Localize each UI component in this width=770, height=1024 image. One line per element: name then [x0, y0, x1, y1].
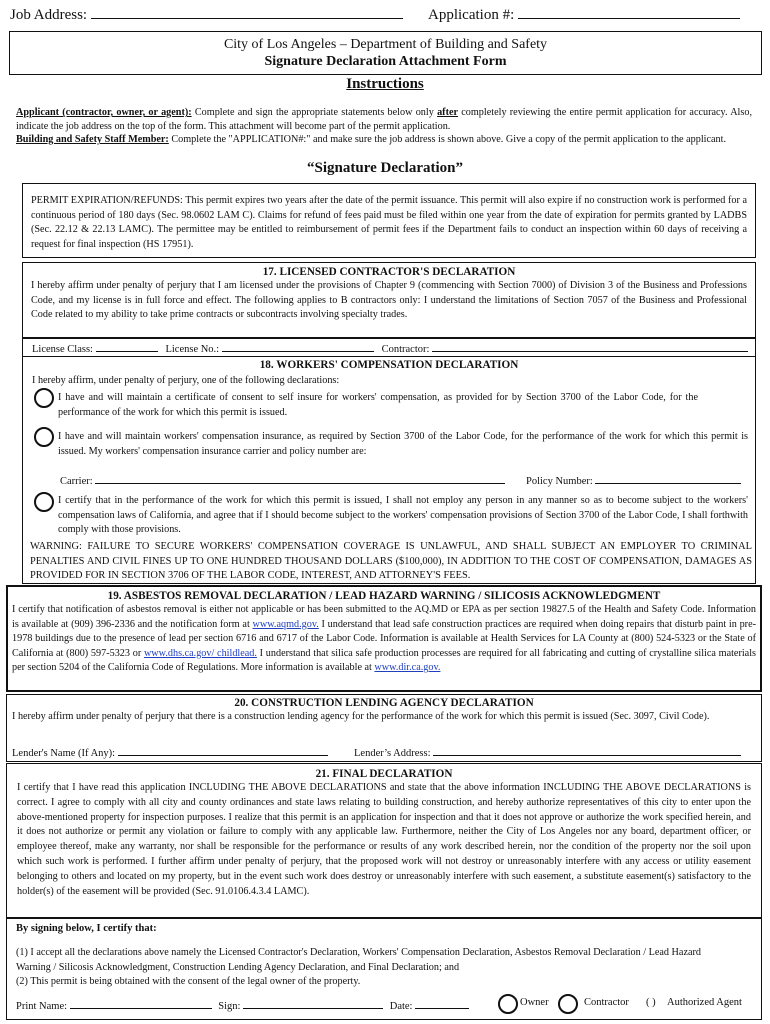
sign-label: Sign: — [218, 1001, 241, 1012]
lender-name-label: Lender's Name (If Any): — [12, 748, 116, 759]
signature-declaration-title: “Signature Declaration” — [307, 160, 463, 176]
date-label: Date: — [389, 1001, 413, 1012]
option-no-employees-text: I certify that in the performance of the work for which this permit is issued, I shall not employ any person in any manner so as to become subject to the workers' compensation laws of California, and agree that if I should become subject to the workers' compensation provisions of Section 3700 of the Labor Code, I shall forthwith comply with those provisions. — [58, 495, 748, 536]
applicant-label: Applicant (contractor, owner, or agent): — [16, 107, 192, 118]
option-insurance-radio[interactable] — [34, 427, 54, 447]
applicant-text-1: Complete and sign the appropriate statements below only — [191, 107, 438, 118]
lender-name-row — [12, 744, 328, 759]
section-18-title: 18. WORKERS' COMPENSATION DECLARATION — [259, 359, 519, 371]
option-no-employees-radio[interactable] — [34, 492, 54, 512]
staff-label: Building and Safety Staff Member: — [16, 134, 169, 145]
carrier-field[interactable] — [95, 472, 505, 484]
authorized-agent-label: Authorized Agent — [667, 997, 742, 1008]
policy-row — [526, 472, 741, 487]
staff-text: Complete the "APPLICATION#:" and make sure the job address is shown above. Give a copy of the permit application to the applicant. — [168, 134, 726, 145]
license-row — [32, 340, 748, 355]
section-17-text: I hereby affirm under penalty of perjury that I am licensed under the provisions of Chapter 9 (commencing with Section 7000) of Division 3 of the Business and Professions Code, and my license is in full force and effect. The following applies to B contractors only: I understand the limitations of Section 7057 of the Business and Professional Code related to my ability to take prime contracts or subcontracts involving specialty trades. — [31, 280, 747, 321]
job-address-row — [10, 4, 403, 24]
signing-title: By signing below, I certify that: — [16, 923, 157, 934]
section-19-box — [6, 585, 762, 692]
option-insurance-text: I have and will maintain workers' compensation insurance, as required by Section 3700 of the Labor Code, for the performance of the work for which this permit is issued. My workers' compensation insurance carrier and policy number are: — [58, 431, 748, 457]
lender-address-label: Lender’s Address: — [354, 748, 431, 759]
section-19-text-3: I understand that silica safe production processes are required for all fabricating and cutting of crystalline silica materials per section 5204 of the California Code of Regulations. More information is available at — [12, 647, 756, 674]
policy-field[interactable] — [595, 472, 741, 484]
lender-name-field[interactable] — [118, 744, 328, 756]
job-address-field[interactable] — [91, 4, 403, 19]
section-17-title: 17. LICENSED CONTRACTOR'S DECLARATION — [262, 266, 516, 278]
permit-expiration-text: PERMIT EXPIRATION/REFUNDS: This permit expires two years after the date of the permit issuance. This permit will also expire if no construction work is performed for a continuous period of 180 days (Sec. 98.0602 LAM C). Claims for refund of fees paid must be filed within one year from the date of expiration for permits granted by LADBS (Sec. 22.12 & 22.13 LAMC). The permittee may be entitled to reimbursement of permit fees if the Department fails to conduct an inspection within 60 days of receiving a request for final inspection (HS 17951). — [31, 195, 747, 250]
aqmd-link[interactable]: www.aqmd.gov. — [252, 618, 319, 630]
workers-comp-warning: WARNING: FAILURE TO SECURE WORKERS' COMPENSATION COVERAGE IS UNLAWFUL, AND SHALL SUBJECT AN EMPLOYER TO CRIMINAL PENALTIES AND CIVIL FINES UP TO ONE HUNDRED THOUSAND DOLLARS ($100,000), IN ADDITION TO THE COST OF COMPENSATION, DAMAGES AS PROVIDED FOR IN SECTION 3706 OF THE LABOR CODE, INTEREST, AND ATTORNEY'S FEES. — [30, 541, 752, 582]
owner-label: Owner — [520, 997, 549, 1008]
license-no-label: License No.: — [165, 344, 220, 355]
print-name-field[interactable] — [70, 997, 212, 1009]
section-21-text: I certify that I have read this application INCLUDING THE ABOVE DECLARATIONS and state that the above information INCLUDING THE ABOVE DECLARATIONS is correct. I agree to comply with all city and county ordinances and state laws relating to building construction, and hereby authorize representatives of this city to enter upon the above-mentioned property for inspection purposes. I realize that this permit is an application for inspection and that it does not approve or authorize the work specified herein, and it does not authorize or permit any violation or failure to comply with any applicable law. Furthermore, neither the City of Los Angeles nor any board, department officer, or employee thereof, make any warranty, nor shall be responsible for the performance or results of any work described herein, nor the condition of the property nor the soil upon which such work is performed. I further affirm under penalty of perjury, that the proposed work will not destroy or unreasonably interfere with any access or utility easement belonging to others and located on my property, but in the event such work does destroy or unreasonably interfere with such easement, a substitute easement(s) satisfactory to the holder(s) of the easement will be provided (Sec. 91.0106.4.3.4 LAMC). — [17, 782, 751, 897]
applicant-after: after — [437, 107, 459, 118]
policy-label: Policy Number: — [526, 476, 593, 487]
instructions-block — [16, 106, 752, 147]
application-number-field[interactable] — [518, 4, 740, 19]
section-20-title: 20. CONSTRUCTION LENDING AGENCY DECLARATION — [234, 697, 534, 709]
license-class-label: License Class: — [32, 344, 93, 355]
authorized-agent-checkbox[interactable]: ( ) — [646, 997, 656, 1008]
section-19-text-1: I certify that notification of asbestos removal is either not applicable or has been submitted to the AQ.MD or EPA as per section 19827.5 of the Health and Safety Code. Information is available at (909) 396-2336 and the notification form at — [12, 604, 756, 630]
date-field[interactable] — [415, 997, 469, 1009]
form-title: Signature Declaration Attachment Form — [264, 54, 507, 69]
contractor-radio[interactable] — [558, 994, 578, 1014]
application-number-label: Application #: — [428, 7, 515, 23]
section-18-intro: I hereby affirm, under penalty of perjury, one of the following declarations: — [32, 375, 340, 386]
section-17-box — [22, 262, 756, 338]
applicant-text-2: completely reviewing the entire permit application for accuracy. Also, indicate the job address on the top of the form. This attachment will become part of the permit application. — [16, 107, 752, 132]
signing-item-2: (2) This permit is being obtained with the consent of the legal owner of the property. — [16, 976, 361, 987]
dhs-link[interactable]: www.dhs.ca.gov/ childlead. — [143, 647, 257, 659]
contractor-field[interactable] — [432, 340, 748, 352]
owner-radio[interactable] — [498, 994, 518, 1014]
contractor-role-label: Contractor — [584, 997, 629, 1008]
section-19-text — [12, 603, 756, 676]
option-self-insure-text: I have and will maintain a certificate of consent to self insure for workers' compensation, as provided for by Section 3700 of the Labor Code, for the performance of the work for which this permit is issued. — [58, 392, 698, 418]
application-number-row — [428, 4, 740, 24]
sign-field[interactable] — [243, 997, 383, 1009]
lender-address-field[interactable] — [433, 744, 741, 756]
section-21-box — [6, 763, 762, 918]
contractor-label: Contractor: — [381, 344, 430, 355]
license-class-field[interactable] — [96, 340, 158, 352]
lender-address-row — [354, 744, 741, 759]
print-name-label: Print Name: — [16, 1001, 68, 1012]
dir-link[interactable]: www.dir.ca.gov. — [374, 662, 441, 674]
carrier-row — [60, 472, 505, 487]
section-20-text: I hereby affirm under penalty of perjury that there is a construction lending agency for the performance of the work for which this permit is issued (Sec. 3097, Civil Code). — [12, 711, 710, 722]
section-21-title: 21. FINAL DECLARATION — [315, 768, 453, 780]
signing-item-1: (1) I accept all the declarations above namely the Licensed Contractor's Declaration, Workers' Compensation Declaration, Asbestos Removal Declaration / Lead Hazard Warning / Silicosis Acknowledgment, Construction Lending Agency Declaration, and Final Declaration; and — [16, 947, 701, 973]
permit-expiration-box — [22, 183, 756, 258]
carrier-label: Carrier: — [60, 476, 93, 487]
title-box — [9, 31, 762, 75]
department-title: City of Los Angeles – Department of Building and Safety — [223, 37, 548, 52]
section-19-text-2: I understand that lead safe construction practices are required when doing repairs that disturb paint in pre-1978 buildings due to the presence of lead per section 6716 and 6717 of the Labor Code. Information is available at Health Services for LA County at (800) 524-5323 or the State of California at (800) 597-5323 or — [12, 618, 756, 659]
section-19-title: 19. ASBESTOS REMOVAL DECLARATION / LEAD HAZARD WARNING / SILICOSIS ACKNOWLEDGMENT — [107, 590, 661, 602]
option-self-insure-radio[interactable] — [34, 388, 54, 408]
instructions-heading: Instructions — [346, 76, 424, 92]
license-no-field[interactable] — [222, 340, 374, 352]
job-address-label: Job Address: — [10, 7, 88, 23]
